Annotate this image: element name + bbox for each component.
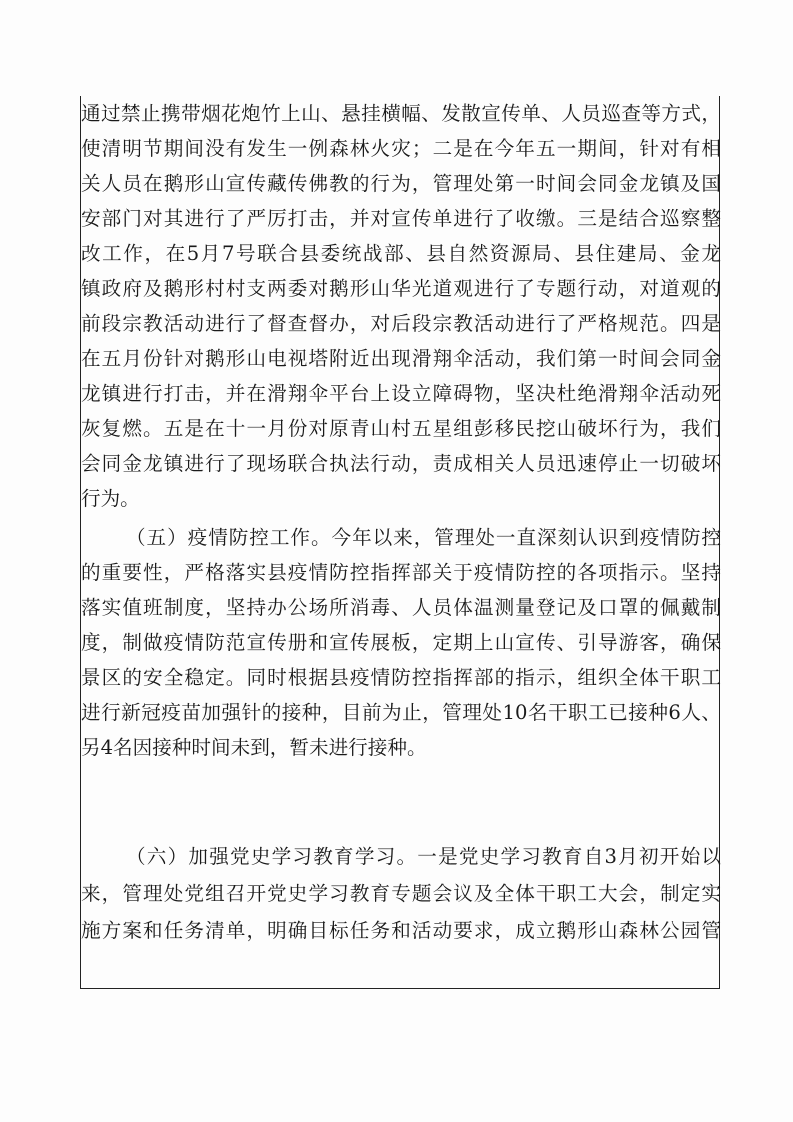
- section-5-first-line: [81, 520, 721, 556]
- text-line: 在五月份针对鹅形山电视塔附近出现滑翔伞活动，我们第一时间会同金: [81, 347, 721, 370]
- text-line: 的重要性，严格落实县疫情防控指挥部关于疫情防控的各项指示。坚持: [81, 561, 721, 584]
- section-6-heading: （六）加强党史学习教育学习。: [126, 845, 418, 868]
- text-line: 龙镇进行打击，并在滑翔伞平台上设立障碍物，坚决杜绝滑翔伞活动死: [81, 382, 721, 405]
- section-6-first-line: [81, 839, 721, 875]
- document-body: [80, 96, 720, 989]
- text-line: 进行新冠疫苗加强针的接种，目前为止，管理处10名干职工已接种6人、: [81, 701, 721, 724]
- text-line: 前段宗教活动进行了督查督办，对后段宗教活动进行了严格规范。四是: [81, 312, 721, 335]
- text-line: 落实值班制度，坚持办公场所消毒、人员体温测量登记及口罩的佩戴制: [81, 596, 721, 619]
- text-line: 灰复燃。五是在十一月份对原青山村五星组彭移民挖山破坏行为，我们: [81, 417, 721, 440]
- text-line: 使清明节期间没有发生一例森林火灾；二是在今年五一期间，针对有相: [81, 137, 721, 160]
- text-line: 安部门对其进行了严厉打击，并对宣传单进行了收缴。三是结合巡察整: [81, 207, 721, 230]
- text-line: 另4名因接种时间未到，暂未进行接种。: [81, 736, 427, 759]
- text-line: 关人员在鹅形山宣传藏传佛教的行为，管理处第一时间会同金龙镇及国: [81, 172, 721, 195]
- text-line: 镇政府及鹅形村村支两委对鹅形山华光道观进行了专题行动，对道观的: [81, 277, 721, 300]
- text-line: 度，制做疫情防范宣传册和宣传展板，定期上山宣传、引导游客，确保: [81, 631, 721, 654]
- section-6-first-text: 一是党史学习教育自3月初开始以: [417, 845, 721, 868]
- text-line: 行为。: [81, 487, 140, 510]
- text-line: 来，管理处党组召开党史学习教育专题会议及全体干职工大会，制定实: [81, 882, 721, 905]
- section-5-first-text: 今年以来，管理处一直深刻认识到疫情防控: [331, 526, 722, 549]
- text-line: 施方案和任务清单，明确目标任务和活动要求，成立鹅形山森林公园管: [81, 919, 721, 942]
- text-line: 景区的安全稳定。同时根据县疫情防控指挥部的指示，组织全体干职工: [81, 666, 721, 689]
- text-line: 改工作，在5月7号联合县委统战部、县自然资源局、县住建局、金龙: [81, 242, 721, 265]
- section-5-heading: （五）疫情防控工作。: [126, 526, 332, 549]
- text-line: 通过禁止携带烟花炮竹上山、悬挂横幅、发散宣传单、人员巡查等方式，: [81, 102, 721, 125]
- text-line: 会同金龙镇进行了现场联合执法行动，责成相关人员迅速停止一切破坏: [81, 452, 721, 475]
